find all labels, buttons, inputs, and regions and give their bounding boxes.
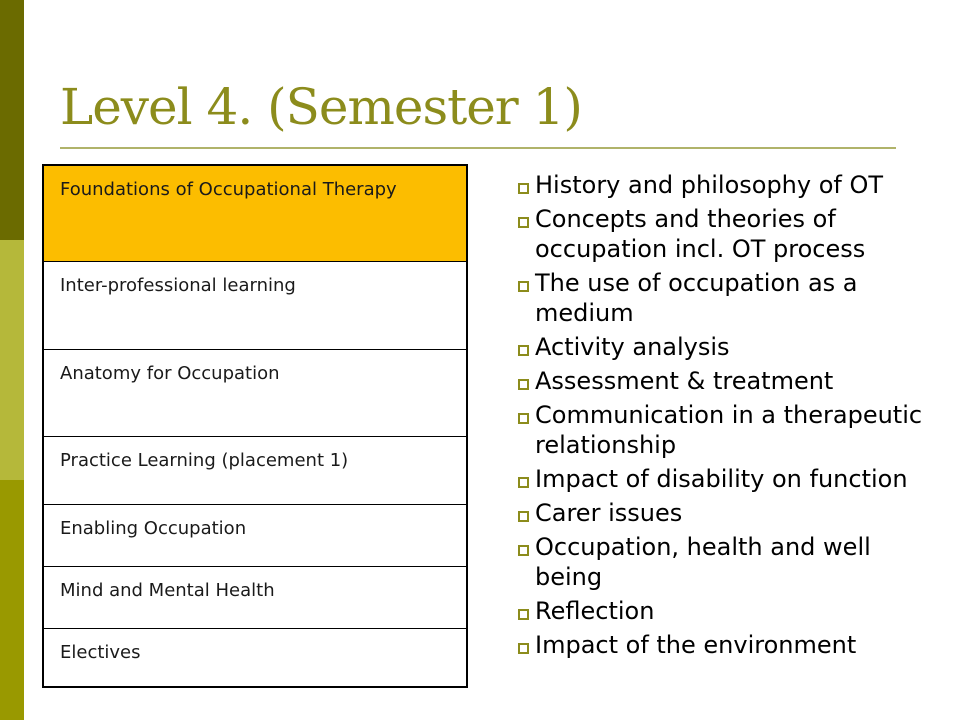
square-bullet-icon bbox=[518, 511, 529, 522]
module-cell: Practice Learning (placement 1) bbox=[60, 449, 349, 471]
side-bar-mid bbox=[0, 480, 24, 720]
topic-text: The use of occupation as a medium bbox=[535, 269, 858, 327]
module-row bbox=[43, 261, 467, 349]
module-cell: Electives bbox=[60, 641, 141, 663]
module-cell: Foundations of Occupational Therapy bbox=[43, 165, 467, 261]
topic-text: Activity analysis bbox=[535, 333, 730, 361]
module-row bbox=[43, 504, 467, 566]
topic-item bbox=[520, 366, 940, 396]
topic-item bbox=[520, 630, 940, 660]
slide-title: Level 4. (Semester 1) bbox=[60, 78, 582, 136]
topic-text: Reflection bbox=[535, 597, 655, 625]
topic-text: Concepts and theories of occupation incl. OT process bbox=[535, 205, 866, 263]
topic-text: Impact of disability on function bbox=[535, 465, 908, 493]
topic-text: Communication in a therapeutic relationship bbox=[535, 401, 923, 459]
topic-item bbox=[520, 204, 940, 264]
topic-item bbox=[520, 170, 940, 200]
square-bullet-icon bbox=[518, 379, 529, 390]
topic-text: Occupation, health and well being bbox=[535, 533, 871, 591]
module-cell: Inter-professional learning bbox=[60, 274, 296, 296]
square-bullet-icon bbox=[518, 217, 529, 228]
module-row bbox=[43, 349, 467, 436]
topic-text: Carer issues bbox=[535, 499, 683, 527]
square-bullet-icon bbox=[518, 281, 529, 292]
module-row bbox=[43, 436, 467, 504]
side-bar-dark bbox=[0, 0, 24, 240]
square-bullet-icon bbox=[518, 413, 529, 424]
topic-item bbox=[520, 400, 940, 460]
square-bullet-icon bbox=[518, 643, 529, 654]
module-row bbox=[43, 628, 467, 687]
square-bullet-icon bbox=[518, 609, 529, 620]
topic-item bbox=[520, 268, 940, 328]
square-bullet-icon bbox=[518, 183, 529, 194]
topic-item bbox=[520, 332, 940, 362]
module-row bbox=[43, 566, 467, 628]
topic-text: Impact of the environment bbox=[535, 631, 857, 659]
topic-item bbox=[520, 464, 940, 494]
topic-item bbox=[520, 596, 940, 626]
side-bar-light bbox=[0, 240, 24, 480]
modules-table bbox=[42, 164, 468, 688]
square-bullet-icon bbox=[518, 545, 529, 556]
topic-text: Assessment & treatment bbox=[535, 367, 834, 395]
topics-list bbox=[520, 170, 940, 664]
square-bullet-icon bbox=[518, 345, 529, 356]
topic-text: History and philosophy of OT bbox=[535, 171, 884, 199]
topic-item bbox=[520, 532, 940, 592]
square-bullet-icon bbox=[518, 477, 529, 488]
module-cell: Enabling Occupation bbox=[60, 517, 247, 539]
module-cell: Anatomy for Occupation bbox=[60, 362, 280, 384]
topic-item bbox=[520, 498, 940, 528]
module-row bbox=[43, 165, 467, 261]
title-divider bbox=[60, 147, 896, 149]
module-cell: Mind and Mental Health bbox=[60, 579, 275, 601]
